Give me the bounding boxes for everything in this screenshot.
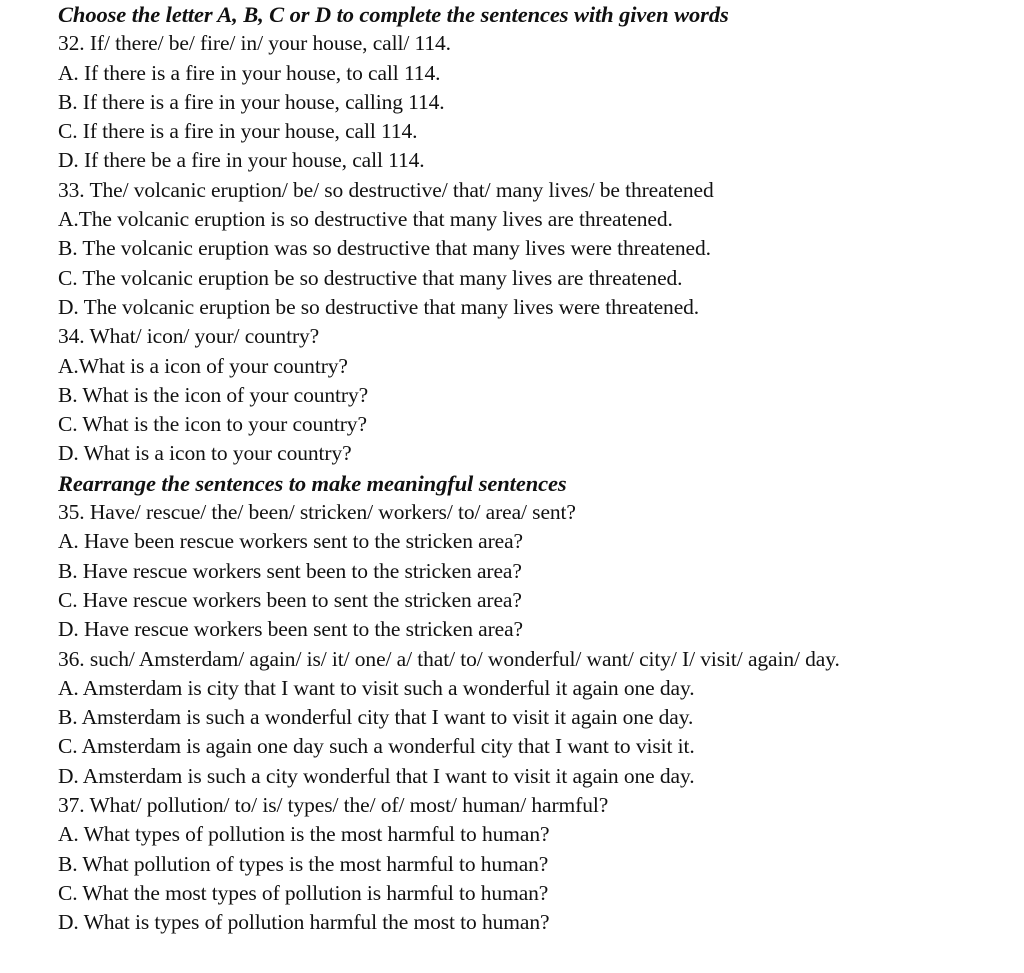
option-a: A. Amsterdam is city that I want to visit such a wonderful it again one day. xyxy=(58,675,695,700)
section-heading-choose: Choose the letter A, B, C or D to complete the sentences with given words xyxy=(58,2,729,27)
option-b: B. If there is a fire in your house, calling 114. xyxy=(58,89,445,114)
option-a: A. What types of pollution is the most harmful to human? xyxy=(58,822,550,847)
section-heading-rearrange: Rearrange the sentences to make meaningful sentences xyxy=(58,470,567,496)
question-prompt: 35. Have/ rescue/ the/ been/ stricken/ workers/ to/ area/ sent? xyxy=(58,500,576,525)
question-36 xyxy=(58,645,1018,791)
option-a: A. Have been rescue workers sent to the stricken area? xyxy=(58,529,523,554)
option-c: C. What is the icon to your country? xyxy=(58,412,367,437)
worksheet xyxy=(58,0,1018,938)
option-c: C. If there is a fire in your house, call 114. xyxy=(58,119,418,144)
option-d: D. The volcanic eruption be so destructive that many lives were threatened. xyxy=(58,294,700,319)
question-37 xyxy=(58,791,1018,937)
question-prompt: 33. The/ volcanic eruption/ be/ so destructive/ that/ many lives/ be threatened xyxy=(58,177,714,202)
option-c: C. Have rescue workers been to sent the stricken area? xyxy=(58,587,522,612)
option-c: C. Amsterdam is again one day such a wonderful city that I want to visit it. xyxy=(58,734,695,759)
question-prompt: 32. If/ there/ be/ fire/ in/ your house, call/ 114. xyxy=(58,31,451,56)
question-32 xyxy=(58,29,1018,175)
question-33 xyxy=(58,176,1018,322)
option-d: D. What is types of pollution harmful the most to human? xyxy=(58,910,550,935)
question-prompt: 34. What/ icon/ your/ country? xyxy=(58,324,320,349)
option-d: D. Have rescue workers been sent to the stricken area? xyxy=(58,617,523,642)
question-prompt: 37. What/ pollution/ to/ is/ types/ the/ of/ most/ human/ harmful? xyxy=(58,793,609,818)
question-prompt: 36. such/ Amsterdam/ again/ is/ it/ one/ a/ that/ to/ wonderful/ want/ city/ I/ visit/ again/ day. xyxy=(58,646,840,671)
option-b: B. Amsterdam is such a wonderful city that I want to visit it again one day. xyxy=(58,705,694,730)
option-b: B. Have rescue workers sent been to the stricken area? xyxy=(58,558,522,583)
option-a: A.What is a icon of your country? xyxy=(58,353,348,378)
question-34 xyxy=(58,322,1018,468)
option-d: D. Amsterdam is such a city wonderful that I want to visit it again one day. xyxy=(58,763,695,788)
option-b: B. The volcanic eruption was so destructive that many lives were threatened. xyxy=(58,236,711,261)
option-b: B. What pollution of types is the most harmful to human? xyxy=(58,851,549,876)
option-a: A. If there is a fire in your house, to call 114. xyxy=(58,60,441,85)
option-d: D. What is a icon to your country? xyxy=(58,441,352,466)
question-35 xyxy=(58,498,1018,644)
option-c: C. What the most types of pollution is harmful to human? xyxy=(58,880,549,905)
option-b: B. What is the icon of your country? xyxy=(58,382,369,407)
option-a: A.The volcanic eruption is so destructive that many lives are threatened. xyxy=(58,207,673,232)
option-d: D. If there be a fire in your house, call 114. xyxy=(58,148,425,173)
option-c: C. The volcanic eruption be so destructive that many lives are threatened. xyxy=(58,265,683,290)
